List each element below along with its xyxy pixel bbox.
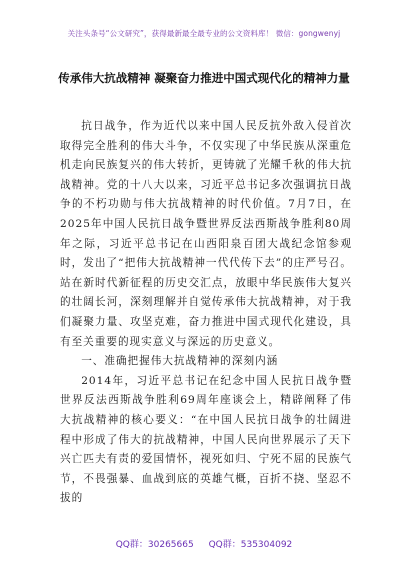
footer-qq-group-2: QQ群：535304092 [208, 540, 293, 550]
section-heading: 一、准确把握伟大抗战精神的深刻内涵 [81, 355, 279, 368]
paragraph-2: 2014年，习近平总书记在纪念中国人民抗日战争暨世界反法西斯战争胜利69周年座谈会上，精辟阐释了伟大抗战精神的核心要义：“在中国人民抗日战争的壮阔进程中形成了伟大的抗战精神，中国人民向世界展示了天下兴亡匹夫有责的爱国情怀，视死如归、宁死不屈的民族气节，不畏强暴、血战到底的英雄气概，百折不挠、坚忍不拔的 [60, 374, 352, 505]
footer-qq-group-1: QQ群：30265665 [115, 540, 194, 550]
document-title: 传承伟大抗战精神 凝聚奋力推进中国式现代化的精神力量 [58, 71, 350, 85]
footer [0, 537, 408, 550]
document-body [60, 117, 352, 509]
paragraph-intro: 抗日战争，作为近代以来中国人民反抗外敌入侵首次取得完全胜利的伟大斗争，不仅实现了中华民族从深重危机走向民族复兴的伟大转折，更铸就了光耀千秋的伟大抗战精神。党的十八大以来，习近平总书记多次强调抗日战争的不朽功勋与伟大抗战精神的时代价值。7月7日，在2025年中国人民抗日战争暨世界反法西斯战争胜利80周年之际，习近平总书记在山西阳泉百团大战纪念馆参观时，发出了“把伟大抗战精神一代代传下去”的庄严号召。站在新时代新征程的历史交汇点，放眼中华民族伟大复兴的壮阔长河，深刻理解并自觉传承伟大抗战精神，对于我们凝聚力量、攻坚克难，奋力推进中国式现代化建设，具有至关重要的现实意义与深远的历史意义。 [60, 120, 352, 348]
header-note: 关注头条号“公文研究”，获得最新最全最专业的公文资料库！ 微信：gongwenyj [67, 29, 341, 38]
